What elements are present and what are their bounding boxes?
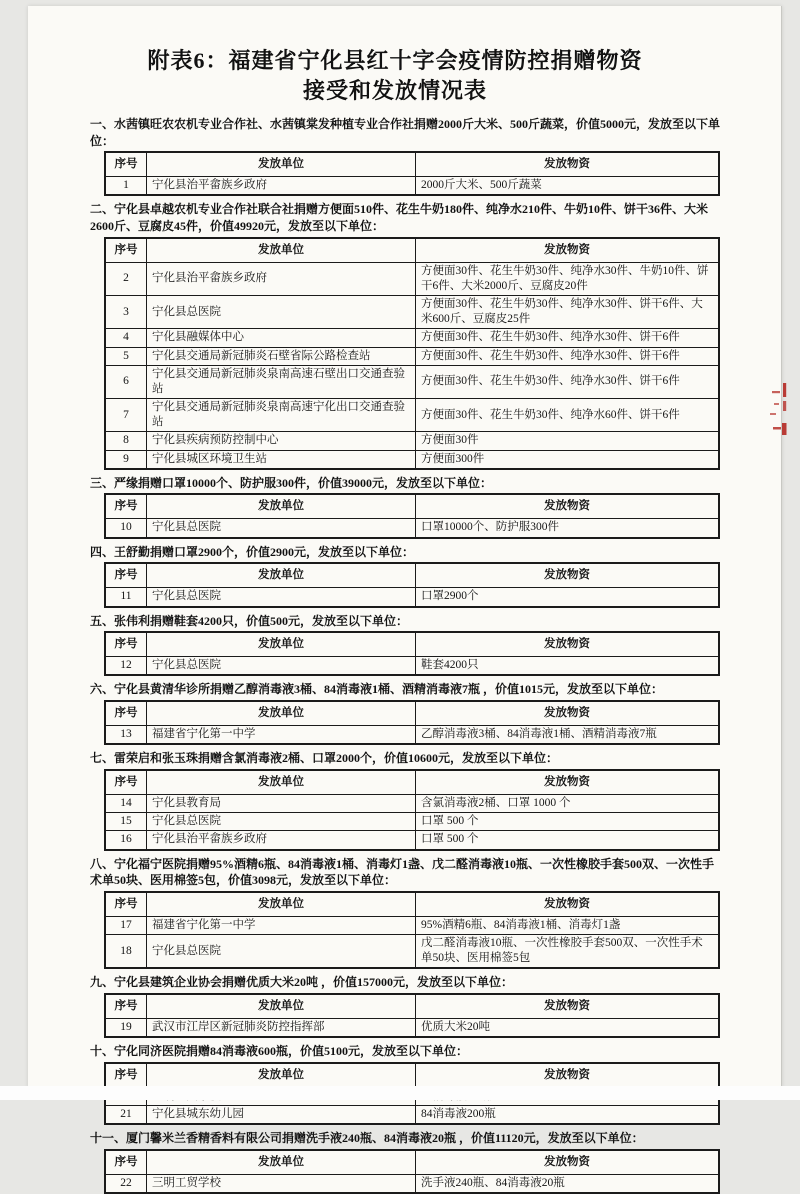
cell-index: 13	[105, 726, 147, 745]
table-header-row	[105, 770, 719, 795]
cell-index: 12	[105, 657, 147, 676]
column-header-index: 序号	[105, 892, 147, 917]
table-row	[105, 1106, 719, 1125]
cell-unit: 宁化县教育局	[147, 795, 416, 813]
cell-index: 5	[105, 347, 147, 365]
cell-goods: 乙醇消毒液3桶、84消毒液1桶、酒精消毒液7瓶	[416, 726, 720, 745]
table-row	[105, 588, 719, 607]
cell-goods: 方便面30件、花生牛奶30件、纯净水30件、牛奶10件、饼干6件、大米2000斤、豆腐皮20件	[416, 262, 720, 295]
table-row	[105, 296, 719, 329]
section-heading: 十一、厦门馨米兰香精香料有限公司捐赠洗手液240瓶、84消毒液20瓶 ，价值11120元，发放至以下单位：	[90, 1131, 644, 1146]
table-header-row	[105, 563, 719, 588]
table-header-row	[105, 632, 719, 657]
cell-unit: 武汉市江岸区新冠肺炎防控指挥部	[147, 1019, 416, 1038]
cell-unit: 宁化县交通局新冠肺炎石壁省际公路检查站	[147, 347, 416, 365]
cell-goods: 2000斤大米、500斤蔬菜	[416, 177, 720, 196]
cell-unit: 宁化县总医院	[147, 588, 416, 607]
column-header-unit: 发放单位	[147, 238, 416, 263]
donation-table	[104, 237, 720, 470]
column-header-unit: 发放单位	[147, 994, 416, 1019]
table-row	[105, 450, 719, 469]
column-header-index: 序号	[105, 770, 147, 795]
cell-index: 19	[105, 1019, 147, 1038]
cell-index: 11	[105, 588, 147, 607]
cell-index: 15	[105, 813, 147, 831]
section-heading: 二、宁化县卓越农机专业合作社联合社捐赠方便面510件、花生牛奶180件、纯净水210件、牛奶10件、饼干36件、大米2600斤、豆腐皮45件，价值49920元，发放至以下单位：	[90, 202, 709, 233]
section	[90, 1043, 781, 1125]
table-row	[105, 813, 719, 831]
section-heading: 七、雷荣启和张玉珠捐赠含氯消毒液2桶、口罩2000个，价值10600元，发放至以下单位：	[90, 751, 559, 766]
section	[90, 750, 781, 850]
column-header-goods: 发放物资	[416, 632, 720, 657]
column-header-goods: 发放物资	[416, 892, 720, 917]
table-row	[105, 795, 719, 813]
cell-index: 1	[105, 177, 147, 196]
column-header-index: 序号	[105, 1150, 147, 1175]
cell-index: 14	[105, 795, 147, 813]
column-header-goods: 发放物资	[416, 238, 720, 263]
red-stamp-fragment	[767, 383, 787, 435]
cell-goods: 鞋套4200只	[416, 657, 720, 676]
column-header-index: 序号	[105, 701, 147, 726]
donation-table	[104, 631, 720, 676]
cell-unit: 宁化县交通局新冠肺炎泉南高速石壁出口交通查验站	[147, 365, 416, 398]
column-header-goods: 发放物资	[416, 770, 720, 795]
cell-goods: 口罩2900个	[416, 588, 720, 607]
column-header-unit: 发放单位	[147, 701, 416, 726]
cell-index: 3	[105, 296, 147, 329]
cell-index: 10	[105, 519, 147, 538]
cell-goods: 方便面30件、花生牛奶30件、纯净水30件、饼干6件	[416, 365, 720, 398]
donation-table	[104, 493, 720, 538]
document-title-line2: 接受和发放情况表	[302, 78, 487, 103]
section-heading: 九、宁化县建筑企业协会捐赠优质大米20吨 ，价值157000元，发放至以下单位：	[90, 975, 514, 990]
cell-unit: 宁化县城区环境卫生站	[147, 450, 416, 469]
cell-unit: 宁化县总医院	[147, 813, 416, 831]
column-header-unit: 发放单位	[147, 892, 416, 917]
cell-unit: 宁化县治平畲族乡政府	[147, 262, 416, 295]
cell-index: 9	[105, 450, 147, 469]
cell-goods: 口罩 500 个	[416, 813, 720, 831]
cell-index: 17	[105, 916, 147, 934]
cell-goods: 84消毒液200瓶	[416, 1106, 720, 1125]
section	[90, 613, 781, 677]
donation-table	[104, 562, 720, 607]
section-heading: 八、宁化福宁医院捐赠95%酒精6瓶、84消毒液1桶、消毒灯1盏、戊二醛消毒液10瓶、一次性橡胶手套500双、一次性手术单50块、医用棉签5包，价值3098元，发放至以下单位：	[90, 856, 715, 888]
table-row	[105, 519, 719, 538]
cell-goods: 口罩10000个、防护服300件	[416, 519, 720, 538]
section	[90, 201, 781, 469]
cell-unit: 宁化县治平畲族乡政府	[147, 831, 416, 850]
column-header-index: 序号	[105, 238, 147, 263]
cell-index: 8	[105, 432, 147, 450]
table-header-row	[105, 892, 719, 917]
section-heading: 六、宁化县黄清华诊所捐赠乙醇消毒液3桶、84消毒液1桶、酒精消毒液7瓶 ，价值1015元，发放至以下单位：	[90, 682, 664, 697]
table-header-row	[105, 1150, 719, 1175]
table-row	[105, 935, 719, 969]
donation-table	[104, 700, 720, 745]
table-row	[105, 262, 719, 295]
table-row	[105, 726, 719, 745]
cell-unit: 宁化县总医院	[147, 519, 416, 538]
column-header-goods: 发放物资	[416, 1150, 720, 1175]
cell-unit: 福建省宁化第一中学	[147, 726, 416, 745]
scan-bottom-edge	[0, 1086, 800, 1100]
cell-unit: 宁化县治平畲族乡政府	[147, 177, 416, 196]
cell-unit: 宁化县总医院	[147, 657, 416, 676]
donation-table	[104, 769, 720, 851]
section	[90, 681, 781, 745]
table-header-row	[105, 701, 719, 726]
cell-goods: 优质大米20吨	[416, 1019, 720, 1038]
cell-goods: 洗手液240瓶、84消毒液20瓶	[416, 1175, 720, 1194]
table-header-row	[105, 238, 719, 263]
donation-table	[104, 993, 720, 1038]
table-row	[105, 177, 719, 196]
table-header-row	[105, 494, 719, 519]
table-row	[105, 657, 719, 676]
cell-goods: 方便面30件、花生牛奶30件、纯净水30件、饼干6件	[416, 329, 720, 347]
cell-unit: 宁化县总医院	[147, 935, 416, 969]
table-row	[105, 831, 719, 850]
column-header-unit: 发放单位	[147, 1063, 416, 1088]
cell-index: 18	[105, 935, 147, 969]
cell-goods: 方便面30件、花生牛奶30件、纯净水60件、饼干6件	[416, 399, 720, 432]
table-row	[105, 329, 719, 347]
cell-index: 21	[105, 1106, 147, 1125]
cell-goods: 戊二醛消毒液10瓶、一次性橡胶手套500双、一次性手术单50块、医用棉签5包	[416, 935, 720, 969]
column-header-unit: 发放单位	[147, 770, 416, 795]
column-header-index: 序号	[105, 152, 147, 177]
table-row	[105, 347, 719, 365]
cell-goods: 含氯消毒液2桶、口罩 1000 个	[416, 795, 720, 813]
cell-index: 4	[105, 329, 147, 347]
table-row	[105, 432, 719, 450]
section	[90, 1130, 781, 1194]
cell-unit: 福建省宁化第一中学	[147, 916, 416, 934]
cell-goods: 95%酒精6瓶、84消毒液1桶、消毒灯1盏	[416, 916, 720, 934]
column-header-index: 序号	[105, 1063, 147, 1088]
column-header-goods: 发放物资	[416, 1063, 720, 1088]
column-header-index: 序号	[105, 563, 147, 588]
table-header-row	[105, 152, 719, 177]
sections-container	[90, 116, 781, 1194]
table-row	[105, 365, 719, 398]
section	[90, 116, 781, 196]
cell-index: 16	[105, 831, 147, 850]
cell-goods: 方便面30件、花生牛奶30件、纯净水30件、饼干6件	[416, 347, 720, 365]
section	[90, 974, 781, 1038]
cell-unit: 宁化县总医院	[147, 296, 416, 329]
table-row	[105, 399, 719, 432]
section-heading: 三、严缘捐赠口罩10000个、防护服300件，价值39000元，发放至以下单位：	[90, 475, 493, 490]
column-header-index: 序号	[105, 632, 147, 657]
page-content	[28, 6, 781, 1194]
donation-table	[104, 1149, 720, 1194]
donation-table	[104, 151, 720, 196]
document-title-line1: 附表6：福建省宁化县红十字会疫情防控捐赠物资	[147, 48, 643, 73]
table-header-row	[105, 1063, 719, 1088]
cell-unit: 三明工贸学校	[147, 1175, 416, 1194]
cell-goods: 方便面300件	[416, 450, 720, 469]
section-heading: 四、王舒勤捐赠口罩2900个，价值2900元，发放至以下单位：	[90, 544, 415, 559]
section	[90, 544, 781, 608]
table-row	[105, 916, 719, 934]
cell-goods: 口罩 500 个	[416, 831, 720, 850]
cell-unit: 宁化县城东幼儿园	[147, 1106, 416, 1125]
column-header-unit: 发放单位	[147, 494, 416, 519]
column-header-goods: 发放物资	[416, 494, 720, 519]
cell-unit: 宁化县交通局新冠肺炎泉南高速宁化出口交通查验站	[147, 399, 416, 432]
section-heading: 十、宁化同济医院捐赠84消毒液600瓶，价值5100元，发放至以下单位：	[90, 1044, 469, 1059]
document-title	[80, 46, 710, 106]
column-header-goods: 发放物资	[416, 994, 720, 1019]
section-heading: 一、水茜镇旺农农机专业合作社、水茜镇棠发种植专业合作社捐赠2000斤大米、500斤蔬菜，价值5000元，发放至以下单位：	[90, 117, 721, 148]
column-header-unit: 发放单位	[147, 1150, 416, 1175]
donation-table	[104, 891, 720, 970]
cell-index: 22	[105, 1175, 147, 1194]
column-header-goods: 发放物资	[416, 563, 720, 588]
cell-index: 2	[105, 262, 147, 295]
table-header-row	[105, 994, 719, 1019]
cell-index: 7	[105, 399, 147, 432]
column-header-goods: 发放物资	[416, 152, 720, 177]
section-heading: 五、张伟利捐赠鞋套4200只，价值500元，发放至以下单位：	[90, 613, 409, 628]
column-header-index: 序号	[105, 994, 147, 1019]
cell-goods: 方便面30件、花生牛奶30件、纯净水30件、饼干6件、大米600斤、豆腐皮25件	[416, 296, 720, 329]
column-header-unit: 发放单位	[147, 632, 416, 657]
column-header-goods: 发放物资	[416, 701, 720, 726]
cell-unit: 宁化县疾病预防控制中心	[147, 432, 416, 450]
cell-goods: 方便面30件	[416, 432, 720, 450]
cell-index: 6	[105, 365, 147, 398]
column-header-unit: 发放单位	[147, 152, 416, 177]
table-row	[105, 1175, 719, 1194]
section	[90, 856, 781, 970]
table-row	[105, 1019, 719, 1038]
column-header-index: 序号	[105, 494, 147, 519]
column-header-unit: 发放单位	[147, 563, 416, 588]
scanned-page	[28, 6, 782, 1190]
cell-unit: 宁化县融媒体中心	[147, 329, 416, 347]
section	[90, 475, 781, 539]
